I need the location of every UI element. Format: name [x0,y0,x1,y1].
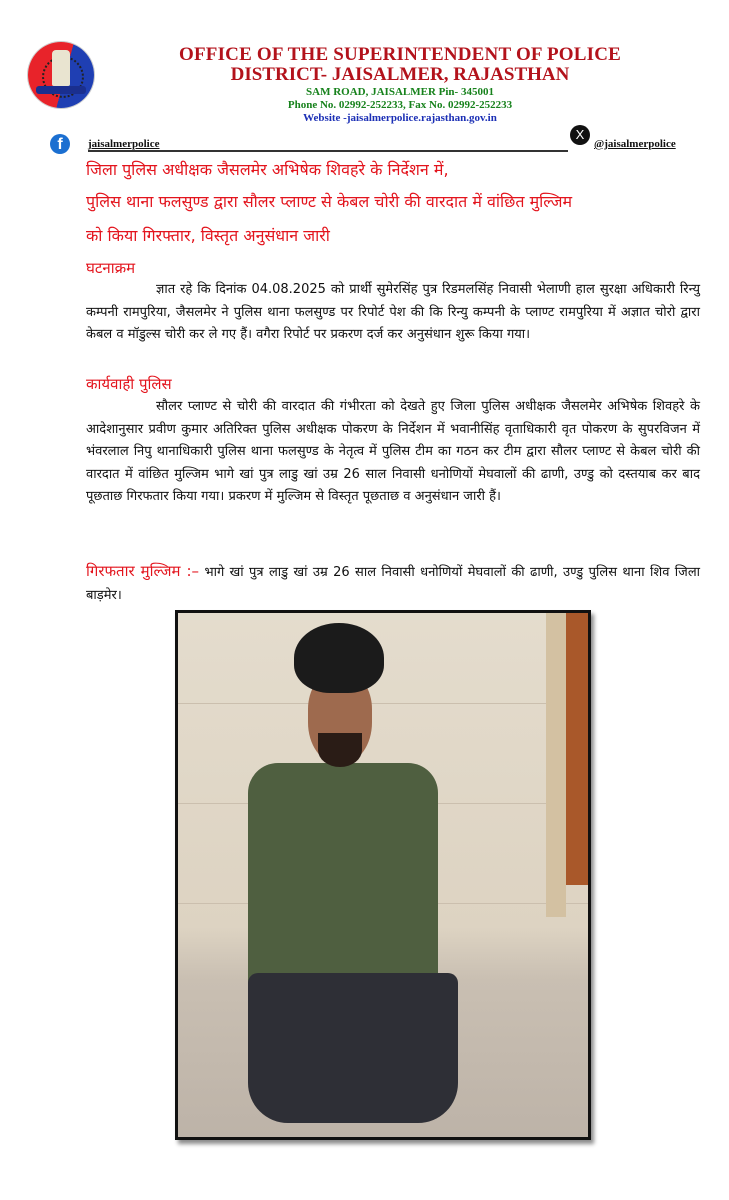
accused-photo [175,610,591,1140]
arrested-text: भागे खां पुत्र लाडु खां उम्र 26 साल निवासी धनोणियों मेघवालों की ढाणी, उण्डु पुलिस थाना शिव जिला बाड़मेर। [86,565,701,603]
arrested-paragraph [86,560,700,607]
incident-paragraph [86,279,700,347]
office-title: OFFICE OF THE SUPERINTENDENT OF POLICE [178,44,622,65]
incident-text: ज्ञात रहे कि दिनांक 04.08.2025 को प्रार्थी सुमेरसिंह पुत्र रिडमलसिंह निवासी भेलाणी हाल सुरक्षा अधिकारी रिन्यु कम्पनी रामपुरिया, जैसलमेर ने पुलिस थाना फलसुण्ड पर रिपोर्ट पेश की कि रिन्यु कम्पनी के प्लाण्ट रामपुरिया में अज्ञात चोरो द्वारा केबल व मॉडुल्स चोरी कर ले गए हैं। वगैरा रिपोर्ट पर प्रकरण दर्ज कर अनुसंधान शुरू किया गया। [86,282,700,342]
photo-beard [318,733,362,767]
headline-line-3: को किया गिरफ्तार, विस्तृत अनुसंधान जारी [86,226,330,245]
photo-door [566,613,588,885]
header-divider [88,150,568,152]
district-title: DISTRICT- JAISALMER, RAJASTHAN [230,64,570,85]
logo-band [36,86,86,94]
action-heading: कार्यवाही पुलिस [86,375,172,393]
phone-line: Phone No. 02992-252233, Fax No. 02992-252233 [287,99,513,111]
arrested-label: गिरफतार मुल्जिम :– [86,562,200,580]
action-text: सौलर प्लाण्ट से चोरी की वारदात की गंभीरता को देखते हुए जिला पुलिस अधीक्षक जैसलमेर अभिषेक शिवहरे के आदेशानुसार प्रवीण कुमार अतिरिक्त पुलिस अधीक्षक पोकरण के निर्देशन में भवानीसिंह वृताधिकारी वृत पोकरण के सुपरविजन में भंवरलाल निपु थानाधिकारी पुलिस थाना फलसुण्ड के नेतृत्व में पुलिस टीम का गठन कर टीम द्वारा सौलर प्लाण्ट से केबल चोरी की वारदात में वांछित मुल्जिम भागे खां पुत्र लाडु खां उम्र 26 साल निवासी धनोणियों मेघवालों की ढाणी, उण्डु को दस्तयाब कर बाद पूछताछ गिरफतार किया गया। प्रकरण में मुल्जिम से विस्तृत पूछताछ व अनुसंधान जारी हैं। [86,399,700,504]
photo-jeans [248,973,458,1123]
action-paragraph [86,396,700,509]
photo-pillar [546,613,566,917]
facebook-handle[interactable]: jaisalmerpolice [88,138,160,150]
photo-shirt [248,763,438,993]
x-twitter-icon[interactable]: X [570,125,590,145]
facebook-icon[interactable]: f [50,134,70,154]
x-handle[interactable]: @jaisalmerpolice [594,138,676,150]
photo-hair [294,623,384,693]
incident-heading: घटनाक्रम [86,259,136,277]
headline-line-2: पुलिस थाना फलसुण्ड द्वारा सौलर प्लाण्ट से केबल चोरी की वारदात में वांछित मुल्जिम [86,192,573,211]
headline-line-1: जिला पुलिस अधीक्षक जैसलमेर अभिषेक शिवहरे के निर्देशन में, [86,160,449,179]
rajasthan-police-logo [28,42,94,108]
website-link[interactable]: Website -jaisalmerpolice.rajasthan.gov.in [303,112,497,124]
logo-emblem [52,50,70,86]
address-line: SAM ROAD, JAISALMER Pin- 345001 [306,86,494,98]
